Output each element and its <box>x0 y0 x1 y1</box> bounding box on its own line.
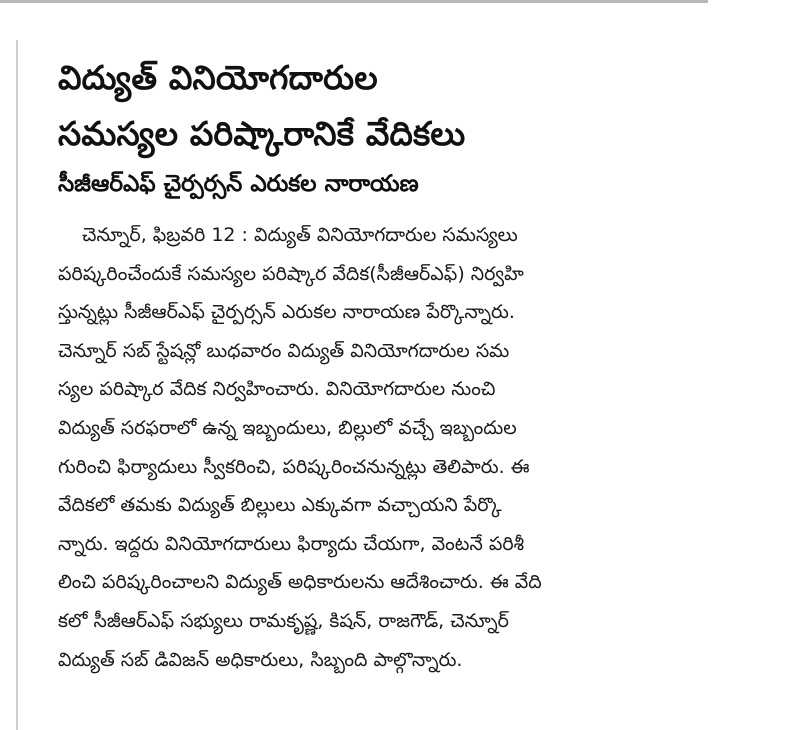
body-line: స్యల పరిష్కార వేదిక నిర్వహించారు. వినియోగదారుల నుంచి <box>58 378 496 401</box>
headline-line: విద్యుత్ వినియోగదారుల <box>58 58 378 97</box>
article-body <box>58 216 738 679</box>
article-subheadline: సీజీఆర్ఎఫ్ చైర్పర్సన్ ఎరుకల నారాయణ <box>58 171 419 197</box>
body-line: కలో సీజీఆర్ఎఫ్ సభ్యులు రామకృష్ణ, కిషన్, రాజగౌడ్, చెన్నూర్ <box>58 609 509 632</box>
body-line: చెన్నూర్ సబ్ స్టేషన్లో బుధవారం విద్యుత్ వినియోగదారుల సమ <box>58 339 510 362</box>
body-line: విద్యుత్ సబ్ డివిజన్ అధికారులు, సిబ్బంది పాల్గొన్నారు. <box>58 648 463 671</box>
body-line: పరిష్కరించేందుకే సమస్యల పరిష్కార వేదిక(సీజీఆర్ఎఫ్) నిర్వహి <box>58 262 524 285</box>
body-line: విద్యుత్ సరఫరాలో ఉన్న ఇబ్బందులు, బిల్లులో వచ్చే ఇబ్బందుల <box>58 416 517 439</box>
body-line: వేదికలో తమకు విద్యుత్ బిల్లులు ఎక్కువగా వచ్చాయని పేర్కొ <box>58 494 502 517</box>
headline-line: సమస్యల పరిష్కారానికే వేదికలు <box>58 114 466 153</box>
article-headline <box>58 50 738 162</box>
body-line: న్నారు. ఇద్దరు వినియోగదారులు ఫిర్యాదు చేయగా, వెంటనే పరిశీ <box>58 532 525 555</box>
body-line: గురించి ఫిర్యాదులు స్వీకరించి, పరిష్కరించనున్నట్లు తెలిపారు. ఈ <box>58 455 530 478</box>
body-line: లించి పరిష్కరించాలని విద్యుత్ అధికారులను ఆదేశించారు. ఈ వేది <box>58 571 542 594</box>
body-line: స్తున్నట్లు సీజీఆర్ఎఫ్ చైర్పర్సన్ ఎరుకల నారాయణ పేర్కొన్నారు. <box>58 301 515 324</box>
top-divider <box>0 0 708 3</box>
column-divider <box>16 40 18 730</box>
body-line: చెన్నూర్, ఫిబ్రవరి 12 : విద్యుత్ వినియోగదారుల సమస్యలు <box>82 224 518 246</box>
news-article <box>58 50 738 679</box>
